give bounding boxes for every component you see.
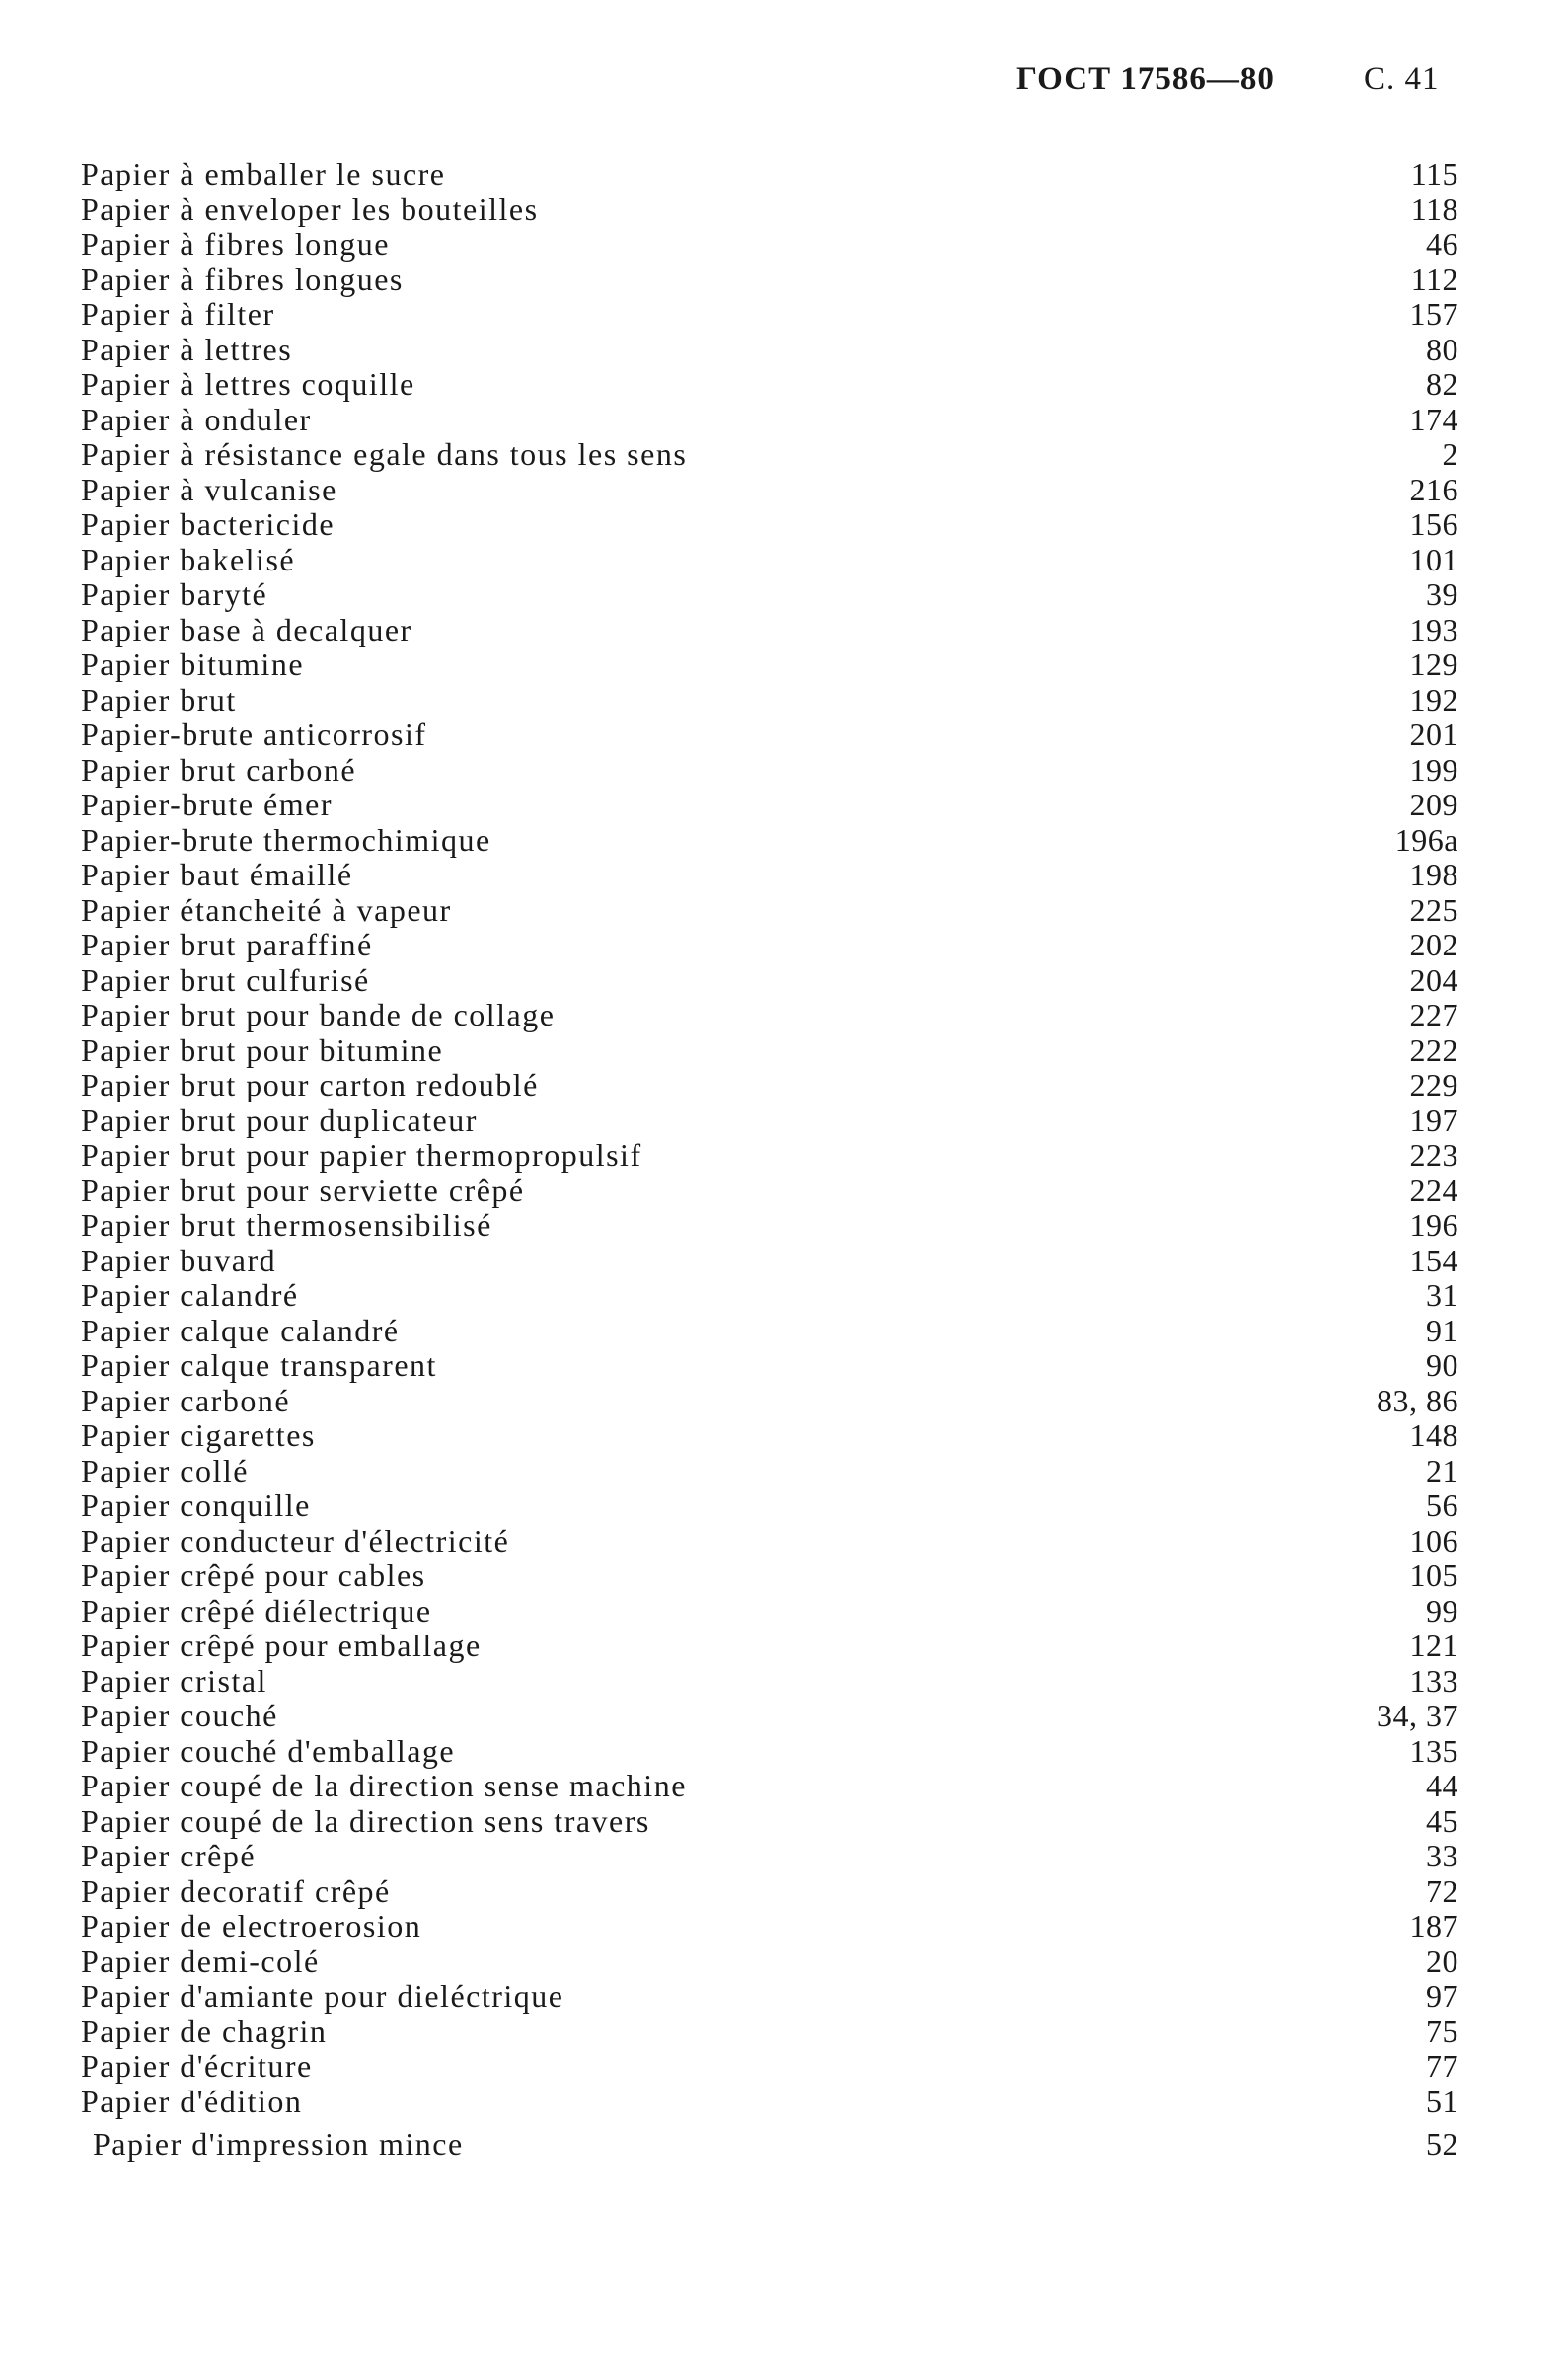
index-number: 202 <box>1409 927 1458 962</box>
index-entry <box>81 1594 1458 1630</box>
index-entry <box>81 1138 1458 1174</box>
index-entry <box>81 1629 1458 1664</box>
index-entry <box>81 1944 1458 1980</box>
index-entry <box>81 1454 1458 1489</box>
index-number: 204 <box>1409 961 1458 998</box>
index-term: Papier à fibres longues <box>81 261 404 297</box>
index-term: Papier brut pour bitumine <box>81 1031 444 1068</box>
index-term: Papier de electroerosion <box>81 1908 422 1943</box>
index-term: Papier conducteur d'électricité <box>81 1522 510 1559</box>
index-number: 223 <box>1409 1137 1458 1173</box>
index-entry <box>81 1103 1458 1139</box>
index-number: 225 <box>1409 891 1458 928</box>
index-entry <box>81 1699 1458 1734</box>
index-entry <box>81 2049 1458 2085</box>
index-number: 229 <box>1409 1067 1458 1102</box>
index-term: Papier d'écriture <box>81 2048 313 2084</box>
index-term: Papier cristal <box>81 1662 267 1699</box>
index-term: Papier bakelisé <box>81 541 296 577</box>
index-term: Papier d'impression mince <box>93 2126 464 2162</box>
index-entry <box>81 227 1458 263</box>
index-entry <box>81 613 1458 648</box>
index-entry <box>81 192 1458 228</box>
index-entry-list <box>81 157 1458 2163</box>
index-number: 31 <box>1426 1277 1458 1313</box>
index-term: Papier bactericide <box>81 506 336 542</box>
index-term: Papier calque calandré <box>81 1312 400 1348</box>
index-entry <box>81 1734 1458 1770</box>
index-term: Papier calque transparent <box>81 1347 437 1383</box>
index-number: 154 <box>1409 1242 1458 1278</box>
index-number: 196a <box>1394 821 1458 858</box>
index-number: 52 <box>1426 2126 1458 2162</box>
index-entry <box>81 473 1458 508</box>
index-term: Papier brut thermosensibilisé <box>81 1207 492 1243</box>
index-term: Papier brut pour bande de collage <box>81 997 556 1032</box>
index-number: 197 <box>1409 1102 1458 1138</box>
index-entry <box>81 1244 1458 1279</box>
index-term: Papier de chagrin <box>81 2013 328 2049</box>
index-term: Papier conquille <box>81 1487 311 1523</box>
index-entry <box>81 1068 1458 1103</box>
index-number: 90 <box>1426 1347 1458 1383</box>
index-number: 192 <box>1409 681 1458 718</box>
index-number: 216 <box>1409 471 1458 507</box>
index-term: Papier à onduler <box>81 401 312 437</box>
index-term: Papier brut culfurisé <box>81 961 370 998</box>
index-number: 46 <box>1426 226 1458 262</box>
index-entry <box>81 1488 1458 1524</box>
index-number: 91 <box>1426 1312 1458 1348</box>
index-term: Papier demi-colé <box>81 1942 320 1979</box>
index-entry <box>81 718 1458 753</box>
index-number: 20 <box>1426 1942 1458 1979</box>
index-entry <box>81 577 1458 613</box>
index-term: Papier d'édition <box>81 2083 303 2119</box>
index-number: 118 <box>1410 190 1458 227</box>
index-number: 82 <box>1426 366 1458 402</box>
index-number: 33 <box>1426 1838 1458 1873</box>
index-term: Papier couché d'emballage <box>81 1732 456 1769</box>
index-number: 222 <box>1409 1031 1458 1068</box>
index-entry <box>81 893 1458 929</box>
index-term: Papier baut émaillé <box>81 857 353 892</box>
index-entry <box>81 1664 1458 1700</box>
index-number: 80 <box>1426 331 1458 367</box>
index-number: 115 <box>1410 156 1458 191</box>
index-term: Papier crêpé pour cables <box>81 1558 426 1593</box>
index-number: 121 <box>1409 1628 1458 1663</box>
index-term: Papier-brute thermochimique <box>81 821 491 858</box>
index-number: 133 <box>1409 1662 1458 1699</box>
index-entry <box>81 2127 1458 2163</box>
index-number: 129 <box>1409 646 1458 682</box>
index-number: 45 <box>1426 1802 1458 1839</box>
index-number: 198 <box>1409 857 1458 892</box>
index-number: 135 <box>1409 1732 1458 1769</box>
index-number: 156 <box>1409 506 1458 542</box>
index-number: 34, 37 <box>1377 1698 1458 1733</box>
index-entry <box>81 1874 1458 1910</box>
index-number: 105 <box>1409 1558 1458 1593</box>
index-entry <box>81 1384 1458 1419</box>
index-term: Papier étancheité à vapeur <box>81 891 452 928</box>
index-number: 44 <box>1426 1768 1458 1803</box>
index-term: Papier brut paraffiné <box>81 927 373 962</box>
index-number: 227 <box>1409 997 1458 1032</box>
index-term: Papier base à decalquer <box>81 611 412 647</box>
index-entry <box>81 507 1458 543</box>
index-term: Papier brut pour papier thermopropulsif <box>81 1137 642 1173</box>
index-entry <box>81 788 1458 823</box>
index-number: 174 <box>1409 401 1458 437</box>
index-entry <box>81 2015 1458 2050</box>
index-number: 196 <box>1409 1207 1458 1243</box>
index-entry <box>81 1769 1458 1804</box>
index-term: Papier à fibres longue <box>81 226 390 262</box>
index-number: 209 <box>1409 787 1458 822</box>
index-entry <box>81 683 1458 719</box>
index-number: 112 <box>1410 261 1458 297</box>
index-entry <box>81 157 1458 192</box>
index-entry <box>81 1559 1458 1594</box>
index-number: 77 <box>1426 2048 1458 2084</box>
index-term: Papier couché <box>81 1698 278 1733</box>
index-term: Papier à filter <box>81 296 275 332</box>
index-term: Papier coupé de la direction sense machine <box>81 1768 687 1803</box>
index-number: 21 <box>1426 1452 1458 1488</box>
index-entry <box>81 753 1458 789</box>
index-entry <box>81 403 1458 438</box>
index-entry <box>81 858 1458 893</box>
index-number: 51 <box>1426 2083 1458 2119</box>
index-term: Papier bitumine <box>81 646 305 682</box>
index-entry <box>81 1979 1458 2015</box>
index-term: Papier decoratif crêpé <box>81 1872 391 1909</box>
index-entry <box>81 1909 1458 1944</box>
index-number: 199 <box>1409 751 1458 788</box>
index-entry <box>81 1839 1458 1874</box>
index-number: 201 <box>1409 717 1458 752</box>
index-term: Papier à résistance egale dans tous les sens <box>81 436 688 472</box>
index-number: 2 <box>1442 436 1458 472</box>
index-entry <box>81 1174 1458 1209</box>
index-entry <box>81 1033 1458 1069</box>
index-term: Papier calandré <box>81 1277 299 1313</box>
index-term: Papier à emballer le sucre <box>81 156 446 191</box>
page-number: С. 41 <box>1364 61 1440 97</box>
index-entry <box>81 1314 1458 1349</box>
index-term: Papier coupé de la direction sens travers <box>81 1802 650 1839</box>
index-entry <box>81 333 1458 368</box>
index-term: Papier crêpé pour emballage <box>81 1628 482 1663</box>
index-entry <box>81 1208 1458 1244</box>
index-entry <box>81 647 1458 683</box>
index-term: Papier à enveloper les bouteilles <box>81 190 539 227</box>
index-term: Papier crêpé diélectrique <box>81 1592 432 1629</box>
index-term: Papier à lettres <box>81 331 293 367</box>
page-header <box>1016 61 1451 105</box>
index-entry <box>81 1804 1458 1840</box>
index-number: 75 <box>1426 2013 1458 2049</box>
index-entry <box>81 1348 1458 1384</box>
index-term: Papier brut <box>81 681 237 718</box>
index-number: 187 <box>1409 1908 1458 1943</box>
index-number: 193 <box>1409 611 1458 647</box>
index-entry <box>81 367 1458 403</box>
index-number: 56 <box>1426 1487 1458 1523</box>
index-number: 101 <box>1409 541 1458 577</box>
index-entry <box>81 263 1458 298</box>
index-term: Papier brut pour serviette crêpé <box>81 1172 525 1208</box>
index-number: 72 <box>1426 1872 1458 1909</box>
index-number: 106 <box>1409 1522 1458 1559</box>
index-term: Papier cigarettes <box>81 1417 316 1453</box>
index-term: Papier d'amiante pour dieléctrique <box>81 1978 564 2014</box>
index-number: 224 <box>1409 1172 1458 1208</box>
index-term: Papier-brute anticorrosif <box>81 717 427 752</box>
index-number: 97 <box>1426 1978 1458 2014</box>
index-term: Papier à vulcanise <box>81 471 337 507</box>
index-term: Papier-brute émer <box>81 787 333 822</box>
index-entry <box>81 928 1458 963</box>
index-term: Papier brut pour carton redoublé <box>81 1067 539 1102</box>
index-term: Papier à lettres coquille <box>81 366 415 402</box>
index-entry <box>81 1278 1458 1314</box>
index-number: 39 <box>1426 576 1458 612</box>
index-number: 83, 86 <box>1377 1382 1458 1418</box>
standard-code: ГОСТ 17586—80 <box>1016 61 1275 97</box>
index-entry <box>81 1524 1458 1559</box>
index-entry <box>81 543 1458 578</box>
index-entry <box>81 437 1458 473</box>
index-term: Papier carboné <box>81 1382 291 1418</box>
index-term: Papier buvard <box>81 1242 277 1278</box>
index-entry <box>81 2085 1458 2120</box>
index-number: 148 <box>1409 1417 1458 1453</box>
index-number: 157 <box>1409 296 1458 332</box>
index-entry <box>81 998 1458 1033</box>
index-entry <box>81 297 1458 333</box>
index-term: Papier crêpé <box>81 1838 257 1873</box>
index-term: Papier brut carboné <box>81 751 357 788</box>
index-term: Papier baryté <box>81 576 268 612</box>
index-entry <box>81 963 1458 999</box>
index-term: Papier collé <box>81 1452 249 1488</box>
index-entry <box>81 1418 1458 1454</box>
index-number: 99 <box>1426 1592 1458 1629</box>
index-entry <box>81 823 1458 859</box>
index-term: Papier brut pour duplicateur <box>81 1102 478 1138</box>
